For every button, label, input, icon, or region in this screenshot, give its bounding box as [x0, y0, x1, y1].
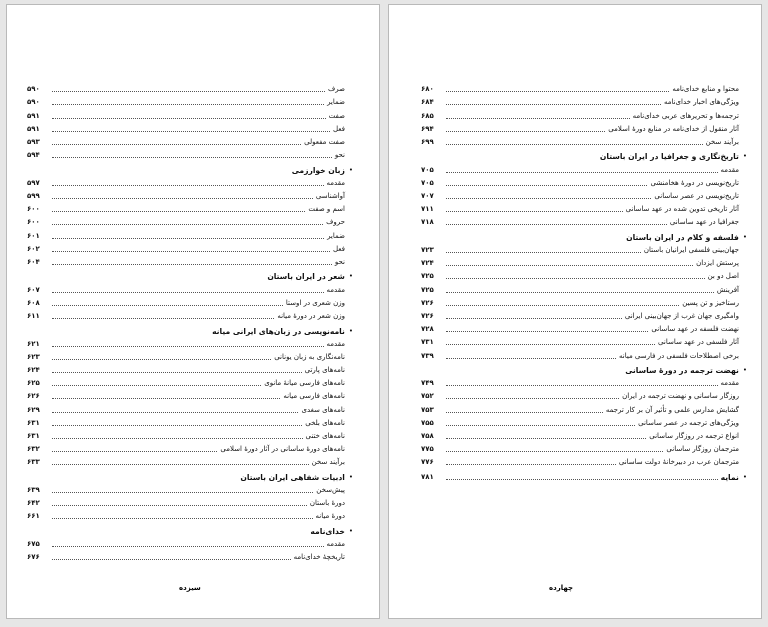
- bullet-icon: •: [348, 526, 353, 535]
- bullet-icon: •: [742, 472, 747, 481]
- bullet-icon: •: [742, 152, 747, 161]
- toc-entry: [421, 121, 739, 134]
- toc-entry-title: پرستش ایزدان: [696, 259, 739, 268]
- toc-entry: [421, 201, 739, 214]
- toc-entry-title: مقدمه: [326, 285, 345, 294]
- toc-page-number: ۶۰۸: [27, 298, 40, 307]
- toc-page-number: ۶۳۱: [27, 432, 40, 440]
- toc-entry-title: مقدمه: [720, 379, 739, 388]
- toc-entry-title: دورهٔ میانه: [315, 512, 345, 521]
- toc-entry-title: آفرینش: [716, 285, 739, 294]
- toc-entry-title: فعل: [332, 124, 345, 133]
- dot-leader: [52, 91, 325, 92]
- toc-heading-title: تاریخ‌نگاری و جغرافیا در ایران باستان: [599, 152, 739, 162]
- toc-heading-title: ادبیات شفاهی ایران باستان: [240, 472, 345, 482]
- toc-entry: [27, 188, 345, 201]
- dot-leader: [446, 318, 622, 319]
- toc-entry-title: مقدمه: [326, 540, 345, 549]
- dot-leader: [446, 358, 616, 359]
- dot-leader: [446, 198, 651, 199]
- toc-entry-title: مترجمان روزگار ساسانی: [666, 445, 739, 454]
- toc-section-heading: [27, 467, 353, 482]
- toc-entry: [27, 295, 345, 308]
- dot-leader: [52, 412, 298, 413]
- toc-entry-title: جغرافیا در عهد ساسانی: [669, 218, 739, 227]
- toc-entry: [27, 94, 345, 107]
- toc-entry-title: تاریخ‌نویسی در دورهٔ هخامنشی: [650, 178, 739, 187]
- toc-entry-title: صفت مفعولی: [304, 137, 345, 146]
- toc-page-number: ۶۲۴: [27, 366, 40, 375]
- toc-entry-title: نامه‌های پارتی: [304, 366, 345, 375]
- toc-section-heading: [421, 227, 747, 242]
- toc-entry-title: مقدمه: [326, 178, 345, 187]
- toc-page-number: ۶۰۱: [27, 231, 40, 240]
- toc-page-number: ۷۱۸: [421, 218, 434, 227]
- toc-entry: [27, 336, 345, 349]
- dot-leader: [52, 185, 324, 186]
- dot-leader: [52, 198, 313, 199]
- toc-page-number: ۶۸۴: [421, 98, 434, 107]
- dot-leader: [446, 305, 679, 306]
- toc-heading-title: نهضت ترجمه در دورهٔ ساسانی: [625, 366, 739, 376]
- toc-heading-title: نمایه: [720, 472, 739, 482]
- dot-leader: [446, 172, 718, 173]
- toc-entry: [27, 134, 345, 147]
- toc-entry: [27, 401, 345, 414]
- toc-heading-title: فلسفه و کلام در ایران باستان: [626, 232, 739, 242]
- dot-leader: [52, 224, 323, 225]
- toc-entry-title: آثار تاریخی تدوین شده در عهد ساسانی: [625, 205, 739, 214]
- toc-entry-title: گشایش مدارس علمی و تأثیر آن بر کار ترجمه: [605, 405, 739, 414]
- toc-entry: [27, 482, 345, 495]
- toc-page-number: ۷۲۵: [421, 272, 434, 281]
- toc-page-number: ۶۰۰: [27, 205, 40, 214]
- toc-page-number: ۶۸۵: [421, 111, 434, 120]
- toc-entry: [421, 281, 739, 294]
- toc-entry-title: نامه‌های ختنی: [305, 432, 345, 440]
- toc-page-number: ۷۷۶: [421, 458, 434, 467]
- toc-heading-title: نامه‌نویسی در زبان‌های ایرانی میانه: [212, 326, 345, 336]
- book-page-right: [388, 4, 762, 619]
- dot-leader: [52, 505, 307, 506]
- table-of-contents-left: [27, 81, 353, 562]
- toc-page-number: ۷۰۵: [421, 178, 434, 187]
- toc-entry-title: ویژگی‌های ترجمه در عصر ساسانی: [638, 418, 739, 427]
- dot-leader: [446, 385, 718, 386]
- dot-leader: [52, 438, 303, 439]
- dot-leader: [52, 546, 324, 547]
- toc-entry-title: انواع ترجمه در روزگار ساسانی: [649, 432, 739, 440]
- toc-page-number: ۵۹۳: [27, 137, 40, 146]
- toc-entry: [421, 334, 739, 347]
- toc-section-heading: [27, 160, 353, 175]
- toc-page-number: ۷۵۸: [421, 432, 434, 440]
- toc-entry: [27, 121, 345, 134]
- toc-entry: [27, 549, 345, 562]
- toc-entry-title: روزگار ساسانی و نهضت ترجمه در ایران: [622, 392, 739, 401]
- toc-entry: [421, 454, 739, 467]
- toc-entry: [27, 388, 345, 401]
- page-folio: چهارده: [549, 584, 574, 592]
- dot-leader: [52, 346, 324, 347]
- toc-page-number: ۵۹۰: [27, 85, 40, 94]
- dot-leader: [446, 265, 693, 266]
- toc-entry: [27, 428, 345, 441]
- toc-entry: [421, 268, 739, 281]
- toc-entry-title: وامگیری جهان غرب از جهان‌بینی ایرانی: [624, 312, 739, 320]
- dot-leader: [52, 118, 326, 119]
- toc-entry: [421, 388, 739, 401]
- toc-entry: [27, 147, 345, 160]
- toc-entry: [421, 255, 739, 268]
- dot-leader: [52, 104, 324, 105]
- toc-page-number: ۷۲۳: [421, 246, 434, 255]
- toc-entry: [27, 308, 345, 321]
- toc-page-number: ۶۷۵: [27, 540, 40, 549]
- toc-page-number: ۶۹۹: [421, 137, 434, 146]
- toc-page-number: ۶۳۲: [27, 445, 40, 454]
- toc-entry: [27, 81, 345, 94]
- toc-page-number: ۶۲۱: [27, 339, 40, 348]
- toc-entry: [421, 81, 739, 94]
- toc-entry: [27, 214, 345, 227]
- toc-page-number: ۵۹۰: [27, 98, 40, 107]
- toc-page-number: ۷۸۱: [421, 472, 434, 481]
- toc-page-number: ۶۸۰: [421, 85, 434, 94]
- toc-page-number: ۶۲۶: [27, 392, 40, 401]
- toc-page-number: ۶۰۴: [27, 257, 40, 266]
- toc-entry-title: نامه‌های فارسی میانهٔ مانوی: [264, 379, 345, 388]
- toc-entry: [27, 227, 345, 240]
- toc-page-number: ۶۷۶: [27, 553, 40, 562]
- dot-leader: [52, 292, 324, 293]
- toc-entry-title: ترجمه‌ها و تحریرهای عربی خدای‌نامه: [632, 111, 739, 120]
- book-page-left: [6, 4, 380, 619]
- toc-entry-title: نامه‌های فارسی میانه: [283, 392, 345, 401]
- bullet-icon: •: [348, 472, 353, 481]
- toc-page-number: ۵۹۷: [27, 178, 40, 187]
- toc-page-number: ۷۲۸: [421, 325, 434, 334]
- toc-page-number: ۵۹۱: [27, 111, 40, 120]
- toc-entry: [27, 107, 345, 120]
- toc-entry: [27, 175, 345, 188]
- toc-page-number: ۷۵۵: [421, 418, 434, 427]
- toc-entry: [421, 295, 739, 308]
- dot-leader: [446, 118, 630, 119]
- toc-section-heading: [421, 467, 747, 482]
- dot-leader: [52, 559, 291, 560]
- toc-page-number: ۶۳۱: [27, 418, 40, 427]
- toc-entry: [27, 254, 345, 267]
- dot-leader: [446, 398, 619, 399]
- toc-entry: [27, 508, 345, 521]
- dot-leader: [446, 131, 605, 132]
- toc-entry-title: ضمایر: [327, 231, 345, 240]
- toc-entry-title: نامه‌های بلخی: [305, 418, 345, 427]
- dot-leader: [52, 131, 330, 132]
- dot-leader: [446, 412, 603, 413]
- dot-leader: [52, 359, 271, 360]
- toc-entry-title: نحو: [334, 151, 345, 160]
- bullet-icon: •: [742, 232, 747, 241]
- toc-entry: [421, 188, 739, 201]
- bullet-icon: •: [348, 326, 353, 335]
- toc-page-number: ۶۰۷: [27, 285, 40, 294]
- dot-leader: [52, 144, 301, 145]
- dot-leader: [52, 451, 217, 452]
- toc-entry-title: تاریخچهٔ خدای‌نامه: [293, 553, 345, 562]
- toc-entry: [421, 401, 739, 414]
- dot-leader: [446, 278, 705, 279]
- dot-leader: [446, 211, 623, 212]
- toc-entry-title: آثار فلسفی در عهد ساسانی: [658, 338, 739, 347]
- toc-section-heading: [27, 521, 353, 536]
- toc-entry-title: برآیند سخن: [705, 137, 739, 146]
- toc-entry-title: مترجمان عرب در دبیرخانهٔ دولت ساسانی: [618, 458, 739, 467]
- toc-entry: [421, 441, 739, 454]
- toc-page-number: ۶۶۱: [27, 512, 40, 521]
- toc-entry-title: اصل دو بن: [707, 272, 739, 281]
- toc-entry-title: صفت: [328, 111, 345, 120]
- toc-entry-title: فعل: [332, 244, 345, 253]
- dot-leader: [446, 438, 646, 439]
- toc-entry-title: جهان‌بینی فلسفی ایرانیان باستان: [643, 246, 739, 255]
- toc-entry-title: مقدمه: [326, 339, 345, 348]
- dot-leader: [446, 331, 648, 332]
- dot-leader: [446, 224, 667, 225]
- toc-entry: [421, 161, 739, 174]
- dot-leader: [52, 318, 274, 319]
- toc-page-number: ۶۲۵: [27, 379, 40, 388]
- dot-leader: [446, 425, 635, 426]
- dot-leader: [52, 372, 302, 373]
- toc-entry-title: وزن شعر در دورهٔ میانه: [277, 312, 345, 320]
- toc-entry: [27, 415, 345, 428]
- dot-leader: [446, 464, 616, 465]
- toc-page-number: ۷۲۵: [421, 285, 434, 294]
- dot-leader: [52, 492, 313, 493]
- toc-entry-title: آثار منقول از خدای‌نامه در منابع دورهٔ اسلامی: [608, 124, 739, 133]
- toc-page-number: ۶۳۹: [27, 486, 40, 495]
- toc-entry-title: نحو: [334, 257, 345, 266]
- toc-page-number: ۷۲۶: [421, 298, 434, 307]
- toc-entry: [27, 201, 345, 214]
- toc-entry-title: آواشناسی: [315, 192, 345, 200]
- toc-entry-title: برخی اصطلاحات فلسفی در فارسی میانه: [619, 351, 739, 360]
- toc-entry: [421, 347, 739, 360]
- toc-entry-title: تاریخ‌نویسی در عصر ساسانی: [654, 192, 739, 200]
- page-folio: سیزده: [179, 584, 201, 592]
- toc-page-number: ۷۰۷: [421, 192, 434, 200]
- toc-entry-title: نامه‌های دورهٔ ساسانی در آثار دورهٔ اسلامی: [220, 445, 345, 454]
- bullet-icon: •: [348, 272, 353, 281]
- toc-entry-title: اسم و صفت: [308, 205, 345, 214]
- dot-leader: [52, 398, 280, 399]
- toc-entry: [421, 415, 739, 428]
- toc-entry: [421, 175, 739, 188]
- toc-page-number: ۷۷۵: [421, 445, 434, 454]
- toc-entry: [421, 308, 739, 321]
- toc-heading-title: خدای‌نامه: [310, 526, 345, 536]
- toc-heading-title: شعر در ایران باستان: [267, 272, 345, 282]
- toc-page-number: ۶۲۳: [27, 352, 40, 361]
- toc-entry: [27, 536, 345, 549]
- toc-page-number: ۶۱۱: [27, 312, 40, 320]
- dot-leader: [446, 479, 718, 480]
- dot-leader: [446, 144, 703, 145]
- toc-page-number: ۷۲۶: [421, 312, 434, 320]
- toc-entry-title: نامه‌نگاری به زبان یونانی: [274, 352, 345, 361]
- dot-leader: [446, 91, 669, 92]
- toc-page-number: ۶۳۳: [27, 458, 40, 467]
- toc-entry: [421, 375, 739, 388]
- toc-entry-title: ضمایر: [327, 98, 345, 107]
- toc-page-number: ۷۲۴: [421, 259, 434, 268]
- toc-page-number: ۷۴۹: [421, 379, 434, 388]
- dot-leader: [52, 464, 309, 465]
- toc-entry-title: وزن شعری در اوستا: [285, 298, 345, 307]
- dot-leader: [446, 344, 655, 345]
- toc-section-heading: [27, 321, 353, 336]
- dot-leader: [52, 264, 332, 265]
- toc-entry: [421, 214, 739, 227]
- toc-page-number: ۶۲۹: [27, 405, 40, 414]
- toc-entry: [27, 241, 345, 254]
- toc-entry: [27, 362, 345, 375]
- dot-leader: [52, 385, 261, 386]
- toc-entry: [421, 242, 739, 255]
- dot-leader: [446, 451, 663, 452]
- toc-entry-title: نامه‌های سغدی: [301, 405, 345, 414]
- toc-entry-title: صرف: [327, 85, 345, 94]
- dot-leader: [52, 305, 283, 306]
- toc-page-number: ۷۳۱: [421, 338, 434, 347]
- dot-leader: [52, 518, 313, 519]
- toc-heading-title: زبان خوارزمی: [291, 165, 345, 175]
- toc-entry: [27, 454, 345, 467]
- dot-leader: [52, 251, 330, 252]
- toc-entry-title: رستاخیز و تن پسین: [682, 298, 739, 307]
- toc-entry-title: برآیند سخن: [311, 458, 345, 467]
- toc-page-number: ۷۰۵: [421, 165, 434, 174]
- dot-leader: [52, 211, 305, 212]
- dot-leader: [446, 252, 641, 253]
- toc-page-number: ۵۹۴: [27, 151, 40, 160]
- dot-leader: [446, 104, 661, 105]
- dot-leader: [52, 425, 302, 426]
- toc-page-number: ۷۱۱: [421, 205, 434, 214]
- toc-entry-title: دورهٔ باستان: [309, 499, 345, 508]
- toc-entry-title: پیش‌سخن: [316, 486, 345, 495]
- toc-page-number: ۷۵۲: [421, 392, 434, 401]
- toc-entry: [27, 495, 345, 508]
- toc-entry: [27, 441, 345, 454]
- toc-section-heading: [421, 361, 747, 376]
- toc-entry: [421, 321, 739, 334]
- toc-entry: [27, 281, 345, 294]
- toc-entry: [27, 349, 345, 362]
- dot-leader: [446, 292, 714, 293]
- toc-page-number: ۵۹۹: [27, 192, 40, 200]
- toc-entry-title: حروف: [326, 218, 345, 227]
- dot-leader: [52, 157, 332, 158]
- toc-entry-title: نهضت فلسفه در عهد ساسانی: [651, 325, 739, 334]
- toc-entry: [421, 428, 739, 441]
- toc-entry: [421, 94, 739, 107]
- toc-page-number: ۵۹۱: [27, 124, 40, 133]
- toc-entry: [421, 134, 739, 147]
- table-of-contents-right: [421, 81, 747, 482]
- toc-entry: [27, 375, 345, 388]
- toc-page-number: ۶۴۲: [27, 499, 40, 508]
- toc-page-number: ۶۹۴: [421, 124, 434, 133]
- toc-page-number: ۶۰۰: [27, 218, 40, 227]
- toc-section-heading: [421, 147, 747, 162]
- bullet-icon: •: [348, 165, 353, 174]
- toc-entry-title: مقدمه: [720, 165, 739, 174]
- dot-leader: [446, 185, 647, 186]
- toc-section-heading: [27, 267, 353, 282]
- toc-entry-title: ویژگی‌های اخبار خدای‌نامه: [663, 98, 739, 107]
- toc-entry: [421, 107, 739, 120]
- bullet-icon: •: [742, 366, 747, 375]
- toc-page-number: ۷۵۳: [421, 405, 434, 414]
- toc-page-number: ۶۰۲: [27, 244, 40, 253]
- dot-leader: [52, 238, 324, 239]
- toc-entry-title: محتوا و منابع خدای‌نامه: [672, 85, 739, 94]
- toc-page-number: ۷۳۹: [421, 351, 434, 360]
